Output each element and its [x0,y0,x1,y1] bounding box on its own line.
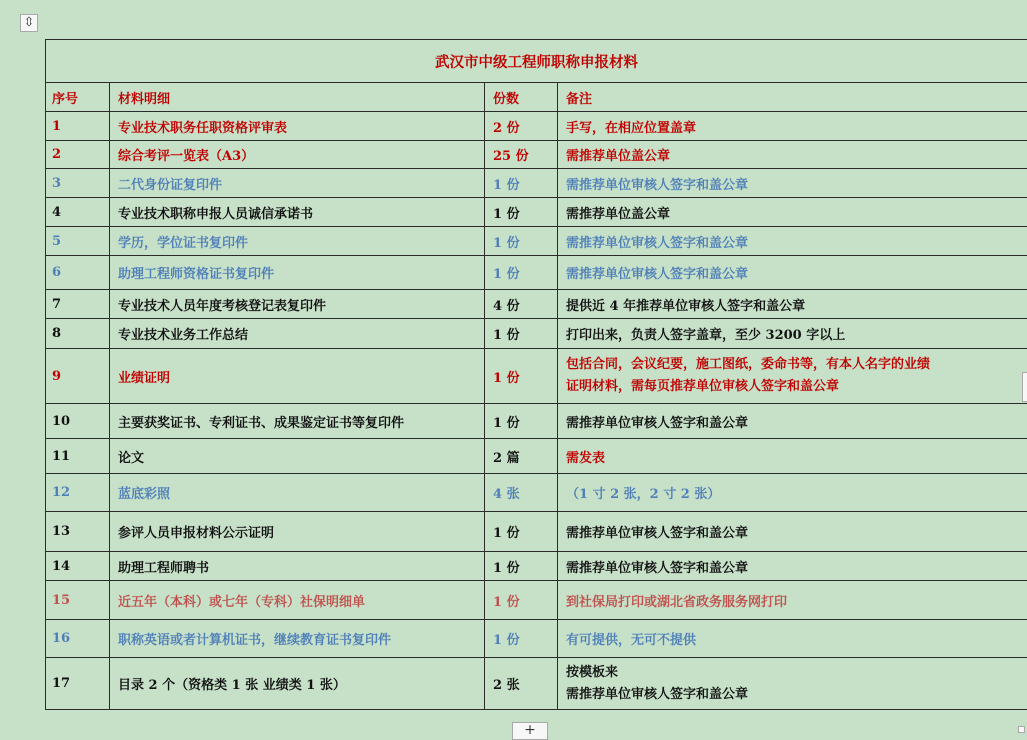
row-qty: 1 份 [485,169,558,198]
row-note: 需推荐单位审核人签字和盖公章 [558,512,1027,552]
row-no: 17 [46,658,110,710]
row-qty: 1 份 [485,256,558,290]
materials-table [45,39,1027,710]
row-no: 5 [46,227,110,256]
row-note-line-2: 证明材料，需每页推荐单位审核人签字和盖公章 [566,379,840,394]
row-item: 专业技术职务任职资格评审表 [110,112,485,141]
table-row [46,349,1027,404]
row-no: 1 [46,112,110,141]
table-row [46,198,1027,227]
row-note: 需推荐单位盖公章 [558,198,1027,227]
row-note: 需发表 [558,439,1027,474]
row-no: 12 [46,474,110,512]
row-item: 学历，学位证书复印件 [110,227,485,256]
row-item: 二代身份证复印件 [110,169,485,198]
table-row [46,439,1027,474]
table-row [46,141,1027,169]
table-row [46,290,1027,319]
header-item: 材料明细 [110,83,485,112]
row-qty: 1 份 [485,552,558,581]
row-no: 10 [46,404,110,439]
table-row [46,512,1027,552]
row-item: 业绩证明 [110,349,485,404]
row-qty: 1 份 [485,349,558,404]
table-row [46,658,1027,710]
row-note: 需推荐单位审核人签字和盖公章 [558,404,1027,439]
table-row [46,169,1027,198]
row-no: 2 [46,141,110,169]
row-qty: 1 份 [485,512,558,552]
row-note: 需推荐单位审核人签字和盖公章 [558,169,1027,198]
row-no: 8 [46,319,110,349]
row-no: 3 [46,169,110,198]
row-item: 参评人员申报材料公示证明 [110,512,485,552]
row-qty: 1 份 [485,404,558,439]
table-row [46,552,1027,581]
row-qty: 25 份 [485,141,558,169]
row-note: 打印出来，负责人签字盖章，至少 3200 字以上 [558,319,1027,349]
row-item: 蓝底彩照 [110,474,485,512]
header-row [46,83,1027,112]
row-qty: 2 张 [485,658,558,710]
row-no: 13 [46,512,110,552]
row-item: 综合考评一览表（A3） [110,141,485,169]
row-no: 4 [46,198,110,227]
header-note: 备注 [558,83,1027,112]
row-item: 近五年（本科）或七年（专科）社保明细单 [110,581,485,620]
row-qty: 1 份 [485,581,558,620]
table-resize-handle[interactable] [1018,726,1025,733]
row-note: 需推荐单位盖公章 [558,141,1027,169]
row-note: 需推荐单位审核人签字和盖公章 [558,227,1027,256]
row-note-line-1: 按模板来 [566,664,619,680]
table-row [46,256,1027,290]
row-no: 16 [46,620,110,658]
row-qty: 1 份 [485,227,558,256]
row-item: 助理工程师资格证书复印件 [110,256,485,290]
table-row [46,581,1027,620]
table-row [46,620,1027,658]
row-item: 目录 2 个（资格类 1 张 业绩类 1 张） [110,658,485,710]
row-item: 论文 [110,439,485,474]
row-item: 专业技术职称申报人员诚信承诺书 [110,198,485,227]
table-row [46,404,1027,439]
row-note [558,349,1027,404]
table-row [46,474,1027,512]
row-no: 6 [46,256,110,290]
table-row [46,227,1027,256]
table-title: 武汉市中级工程师职称申报材料 [46,40,1027,83]
row-no: 11 [46,439,110,474]
row-note: 提供近 4 年推荐单位审核人签字和盖公章 [558,290,1027,319]
row-qty: 4 份 [485,290,558,319]
row-qty: 2 篇 [485,439,558,474]
add-row-button[interactable]: + [512,722,548,740]
row-note: 有可提供，无可不提供 [558,620,1027,658]
row-item: 主要获奖证书、专利证书、成果鉴定证书等复印件 [110,404,485,439]
row-item: 专业技术业务工作总结 [110,319,485,349]
table-row [46,319,1027,349]
header-no: 序号 [46,83,110,112]
row-no: 15 [46,581,110,620]
table-move-handle-icon[interactable]: ⇳ [20,14,38,32]
row-note-line-1: 包括合同，会议纪要，施工图纸，委命书等，有本人名字的业绩 [566,357,931,372]
row-qty: 4 张 [485,474,558,512]
row-note-line-2: 需推荐单位审核人签字和盖公章 [566,686,749,702]
row-note: （1 寸 2 张，2 寸 2 张） [558,474,1027,512]
table-row [46,112,1027,141]
row-qty: 1 份 [485,319,558,349]
row-qty: 1 份 [485,198,558,227]
row-no: 14 [46,552,110,581]
header-qty: 份数 [485,83,558,112]
row-item: 助理工程师聘书 [110,552,485,581]
row-note: 需推荐单位审核人签字和盖公章 [558,256,1027,290]
row-qty: 1 份 [485,620,558,658]
row-no: 9 [46,349,110,404]
row-item: 专业技术人员年度考核登记表复印件 [110,290,485,319]
row-note: 到社保局打印或湖北省政务服务网打印 [558,581,1027,620]
side-resize-handle[interactable] [1022,372,1027,402]
row-item: 职称英语或者计算机证书，继续教育证书复印件 [110,620,485,658]
row-qty: 2 份 [485,112,558,141]
title-row [46,40,1027,83]
row-note: 手写，在相应位置盖章 [558,112,1027,141]
row-note [558,658,1027,710]
row-note: 需推荐单位审核人签字和盖公章 [558,552,1027,581]
row-no: 7 [46,290,110,319]
